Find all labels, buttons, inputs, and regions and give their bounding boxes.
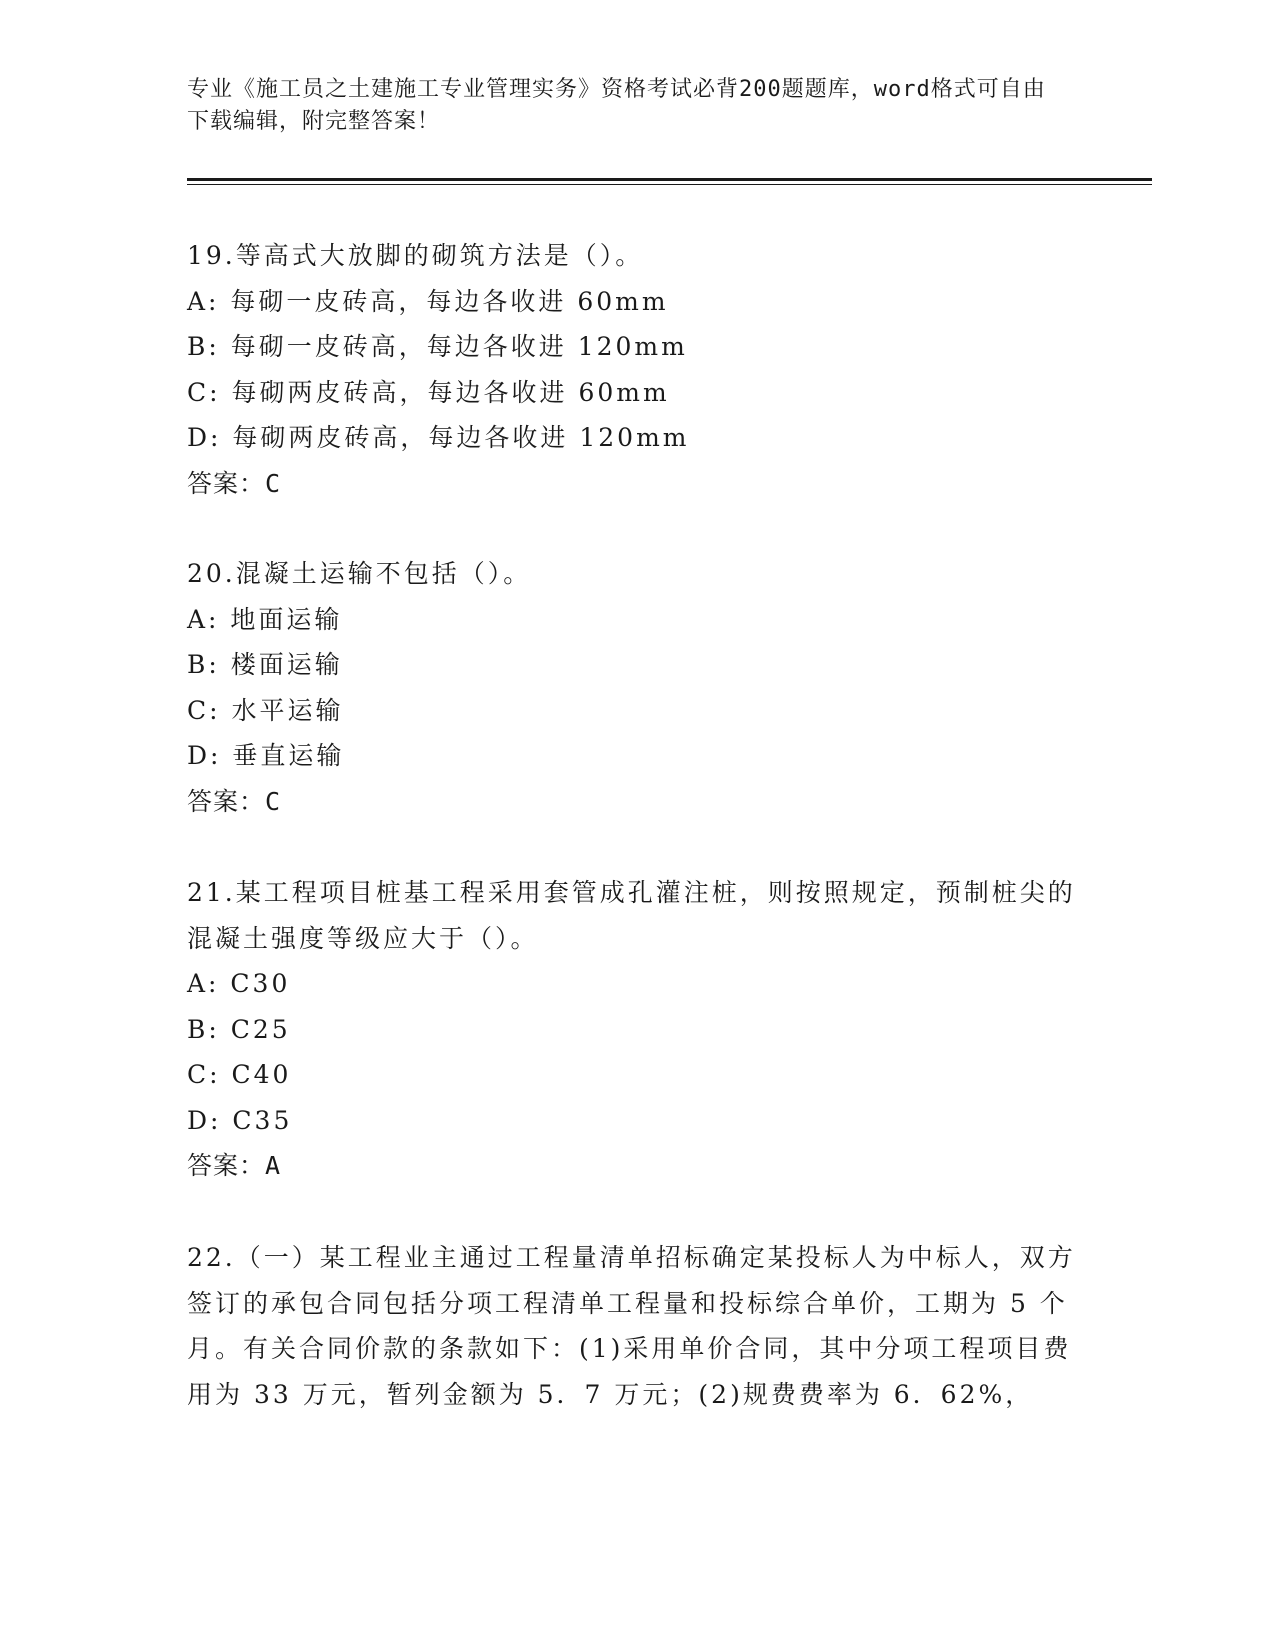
header-divider-thin xyxy=(187,184,1152,185)
question-stem: 22.（一）某工程业主通过工程量清单招标确定某投标人为中标人，双方签订的承包合同包括分项工程清单工程量和投标综合单价，工期为 5 个月。有关合同价款的条款如下：(1)采用单价合同，其中分项工程项目费用为 33 万元，暂列金额为 5．7 万元；(2)规费费率为 6．62%， xyxy=(187,1243,1076,1409)
header-text: 专业《施工员之土建施工专业管理实务》资格考试必背200题题库，word格式可自由下载编辑，附完整答案！ xyxy=(187,77,1046,134)
question-stem: 19.等高式大放脚的砌筑方法是（）。 xyxy=(187,241,644,270)
question-19 xyxy=(187,233,1077,506)
answer: 答案：C xyxy=(187,786,282,816)
option-b: B: 每砌一皮砖高，每边各收进 120mm xyxy=(187,332,688,361)
option-b: B: C25 xyxy=(187,1014,291,1044)
question-21 xyxy=(187,870,1077,1189)
answer: 答案：C xyxy=(187,468,282,498)
option-c: C: 水平运输 xyxy=(187,695,344,725)
document-header xyxy=(187,74,1067,138)
option-a: A: 每砌一皮砖高，每边各收进 60mm xyxy=(187,286,669,316)
question-22 xyxy=(187,1235,1077,1417)
option-d: D: 垂直运输 xyxy=(187,741,345,770)
header-divider-thick xyxy=(187,178,1152,181)
option-c: C: 每砌两皮砖高，每边各收进 60mm xyxy=(187,377,670,407)
question-stem: 20.混凝土运输不包括（）。 xyxy=(187,559,532,588)
question-20 xyxy=(187,551,1077,824)
option-d: D: 每砌两皮砖高，每边各收进 120mm xyxy=(187,423,690,452)
option-a: A: C30 xyxy=(187,969,291,998)
option-d: D: C35 xyxy=(187,1105,293,1135)
option-b: B: 楼面运输 xyxy=(187,650,343,679)
option-a: A: 地面运输 xyxy=(187,604,343,634)
question-stem: 21.某工程项目桩基工程采用套管成孔灌注桩，则按照规定，预制桩尖的混凝土强度等级应大于（）。 xyxy=(187,878,1076,953)
answer: 答案：A xyxy=(187,1151,282,1180)
option-c: C: C40 xyxy=(187,1060,292,1089)
